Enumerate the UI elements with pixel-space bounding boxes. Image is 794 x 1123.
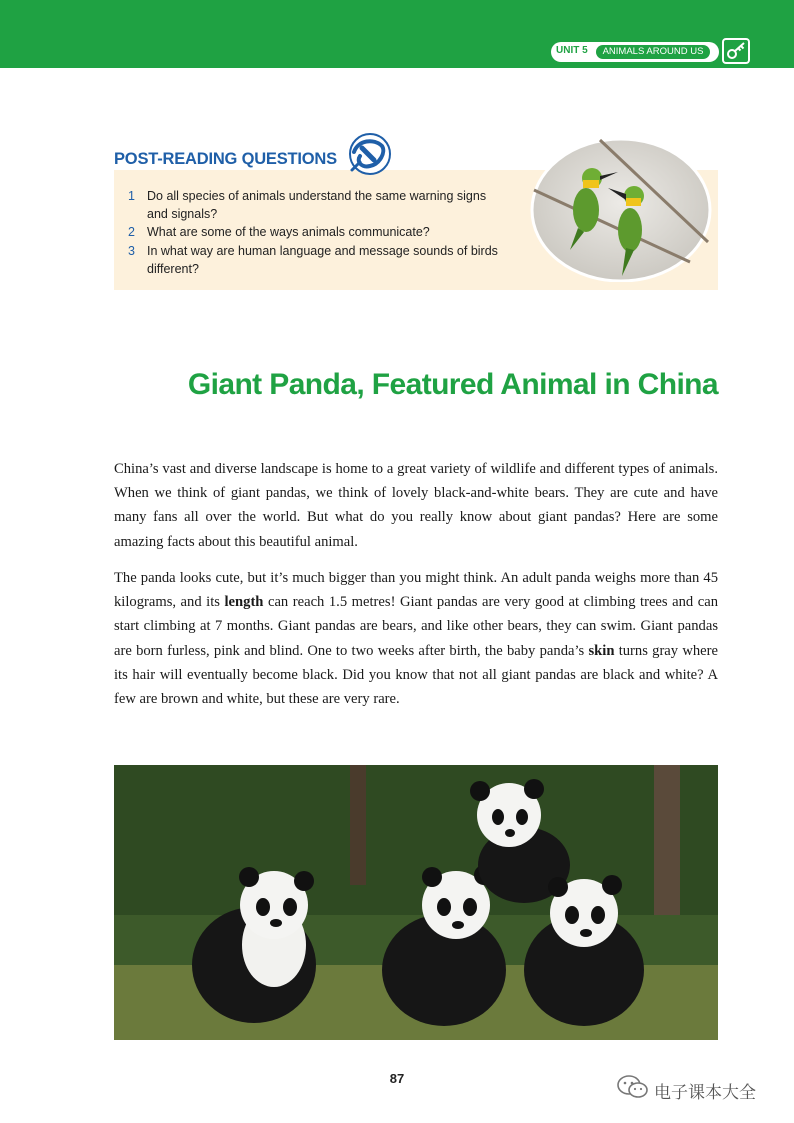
bird-photo — [530, 138, 712, 282]
questions-list — [128, 187, 508, 278]
bold-word-length: length — [224, 594, 264, 611]
unit-label: UNIT 5 — [556, 45, 588, 56]
question-item: 2 What are some of the ways animals communicate? — [128, 225, 430, 240]
panda-photo — [114, 765, 718, 1040]
watermark-text: 电子课本大全 — [654, 1083, 756, 1103]
wechat-icon — [616, 1074, 650, 1100]
pencil-ribbon-icon — [344, 130, 392, 178]
article-paragraph-1: China’s vast and diverse landscape is home to a great variety of wildlife and different types of animals. When we think of giant pandas, we think of lovely black-and-white bears. They are cute and have many fans all over the world. But what do you really know about giant pandas? Here are some amazing facts about this beautiful animal. — [114, 461, 718, 550]
page-number: 87 — [389, 1071, 405, 1086]
article-paragraph-2: The panda looks cute, but it’s much bigger than you might think. An adult panda weighs more than 45 kilograms, and its length can reach 1.5 metres! Giant pandas are very good at climbing trees and can start climbing at 7 months. Giant pandas are bears, and like other bears, they can swim. Giant pandas are born furless, pink and blind. One to two weeks after birth, the baby panda’s skin turns gray where its hair will eventually become black. Did you know that not all giant pandas are black and white? A few are brown and white, but these are very rare. — [114, 570, 718, 708]
bold-word-skin: skin — [588, 642, 615, 659]
unit-topic: ANIMALS AROUND US — [596, 45, 710, 59]
article-title: Giant Panda, Featured Animal in China — [187, 368, 718, 401]
question-item: 3 In what way are human language and message sounds of birds different? — [128, 243, 498, 276]
post-reading-title: POST-READING QUESTIONS — [114, 150, 337, 168]
key-icon — [722, 38, 750, 64]
question-item: 1 Do all species of animals understand the same warning signs and signals? — [128, 189, 487, 222]
